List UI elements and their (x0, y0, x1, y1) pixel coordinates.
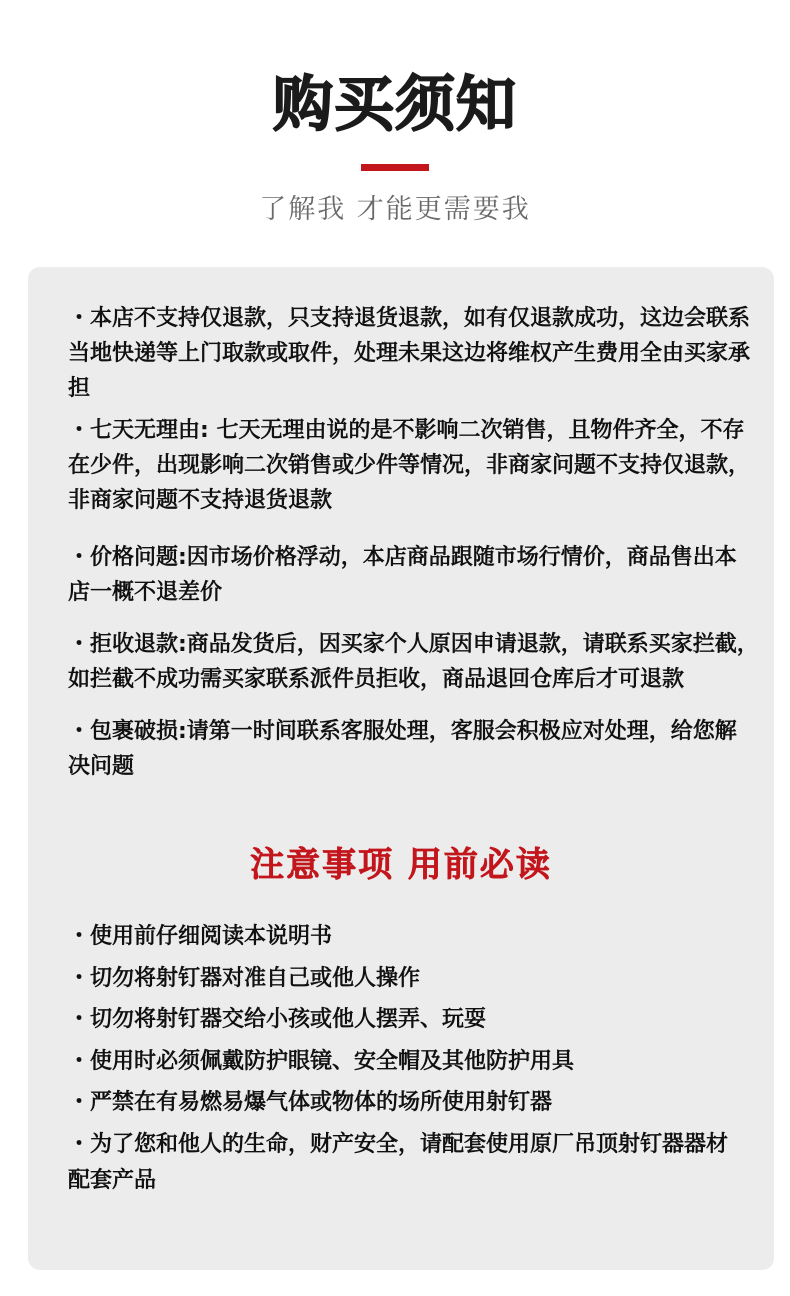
precaution-item (68, 919, 768, 955)
notice-line: 非商家问题不支持退货退款 (68, 487, 333, 513)
notice-line: 决问题 (68, 753, 135, 779)
precaution-item (68, 1002, 768, 1038)
notice-package-damage (68, 714, 768, 784)
precautions-heading: 注意事项 用前必读 (250, 845, 552, 885)
page-subtitle: 了解我 才能更需要我 (259, 194, 531, 225)
page-title: 购买须知 (273, 70, 517, 140)
notice-line: ・拒收退款:商品发货后，因买家个人原因申请退款，请联系买家拦截， (68, 631, 759, 657)
precautions-list (68, 919, 768, 1199)
notice-line: 在少件，出现影响二次销售或少件等情况，非商家问题不支持仅退款， (68, 452, 751, 478)
precaution-line: ・切勿将射钉器交给小孩或他人摆弄、玩耍 (68, 1007, 487, 1033)
precaution-item (68, 1085, 768, 1121)
notice-refund-policy (68, 301, 768, 406)
precaution-line: ・严禁在有易燃易爆气体或物体的场所使用射钉器 (68, 1090, 553, 1116)
notice-price-issue (68, 540, 768, 610)
precaution-line: ・为了您和他人的生命，财产安全，请配套使用原厂吊顶射钉器器材 (68, 1131, 729, 1157)
notice-line: ・价格问题:因市场价格浮动，本店商品跟随市场行情价，商品售出本 (68, 544, 737, 570)
precaution-line: 配套产品 (68, 1167, 157, 1193)
precaution-line: ・使用前仔细阅读本说明书 (68, 924, 333, 949)
notice-line: ・七天无理由: 七天无理由说的是不影响二次销售，且物件齐全，不存 (68, 417, 745, 443)
info-panel (28, 267, 774, 1270)
purchase-notice-list (68, 301, 768, 784)
precaution-item (68, 961, 768, 997)
notice-line: ・包裹破损:请第一时间联系客服处理，客服会积极应对处理，给您解 (68, 718, 737, 744)
precaution-item (68, 1127, 768, 1199)
notice-line: 当地快递等上门取款或取件，处理未果这边将维权产生费用全由买家承 (68, 340, 751, 366)
title-accent-bar (361, 164, 429, 171)
notice-seven-day-return (68, 413, 768, 518)
notice-line: 店一概不退差价 (68, 579, 223, 605)
precaution-line: ・使用时必须佩戴防护眼镜、安全帽及其他防护用具 (68, 1048, 575, 1074)
notice-line: 担 (68, 375, 91, 401)
notice-rejection-refund (68, 627, 768, 697)
precaution-item (68, 1044, 768, 1080)
notice-line: ・本店不支持仅退款，只支持退货退款，如有仅退款成功，这边会联系 (68, 305, 751, 331)
precaution-line: ・切勿将射钉器对准自己或他人操作 (68, 965, 421, 991)
notice-line: 如拦截不成功需买家联系派件员拒收，商品退回仓库后才可退款 (68, 666, 685, 692)
